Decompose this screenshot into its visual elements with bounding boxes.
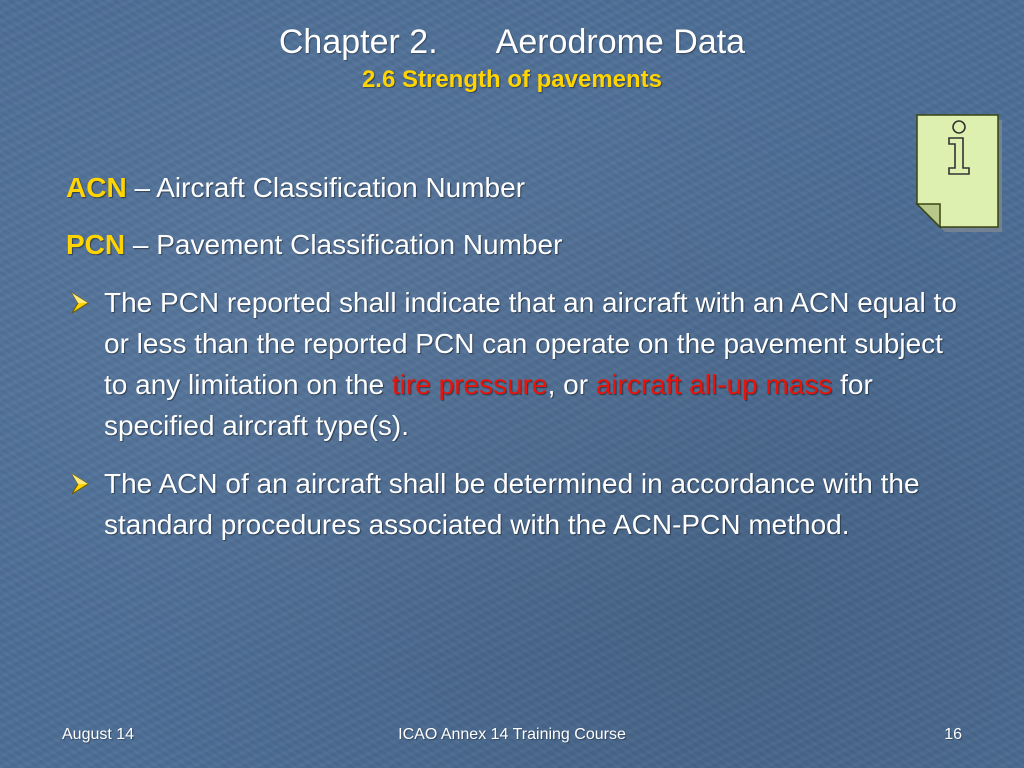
arrow-bullet-icon xyxy=(68,471,92,497)
title-block xyxy=(0,20,1024,96)
bullet-text: The ACN of an aircraft shall be determined in accordance with the standard procedures associated with the ACN-PCN method. xyxy=(104,468,920,540)
pcn-definition xyxy=(66,225,966,265)
section-label: Aerodrome Data xyxy=(495,23,746,61)
content xyxy=(66,168,966,562)
page-number: 16 xyxy=(944,726,962,743)
pcn-description: – Pavement Classification Number xyxy=(125,229,563,260)
tire-pressure-highlight: tire pressure xyxy=(391,369,548,400)
bullet-item xyxy=(66,282,966,446)
arrow-bullet-icon xyxy=(68,290,92,316)
acn-term: ACN xyxy=(66,172,127,203)
bullet-text: The PCN reported shall indicate that an aircraft with an ACN equal to or less than the reported PCN can operate on the pavement subject to any limitation on the xyxy=(104,287,957,400)
bullet-item xyxy=(66,463,966,545)
page-title xyxy=(0,20,1024,64)
aircraft-mass-highlight: aircraft all-up mass xyxy=(595,369,833,400)
footer-date: August 14 xyxy=(62,726,135,743)
footer-course: ICAO Annex 14 Training Course xyxy=(398,726,626,743)
chapter-label: Chapter 2. xyxy=(278,23,438,61)
pcn-term: PCN xyxy=(66,229,126,260)
acn-definition xyxy=(66,168,966,208)
page-subtitle: 2.6 Strength of pavements xyxy=(361,66,663,93)
bullet-text: , or xyxy=(547,369,596,400)
acn-description: – Aircraft Classification Number xyxy=(126,172,526,203)
bullet-text: for specified aircraft type(s). xyxy=(104,369,873,441)
